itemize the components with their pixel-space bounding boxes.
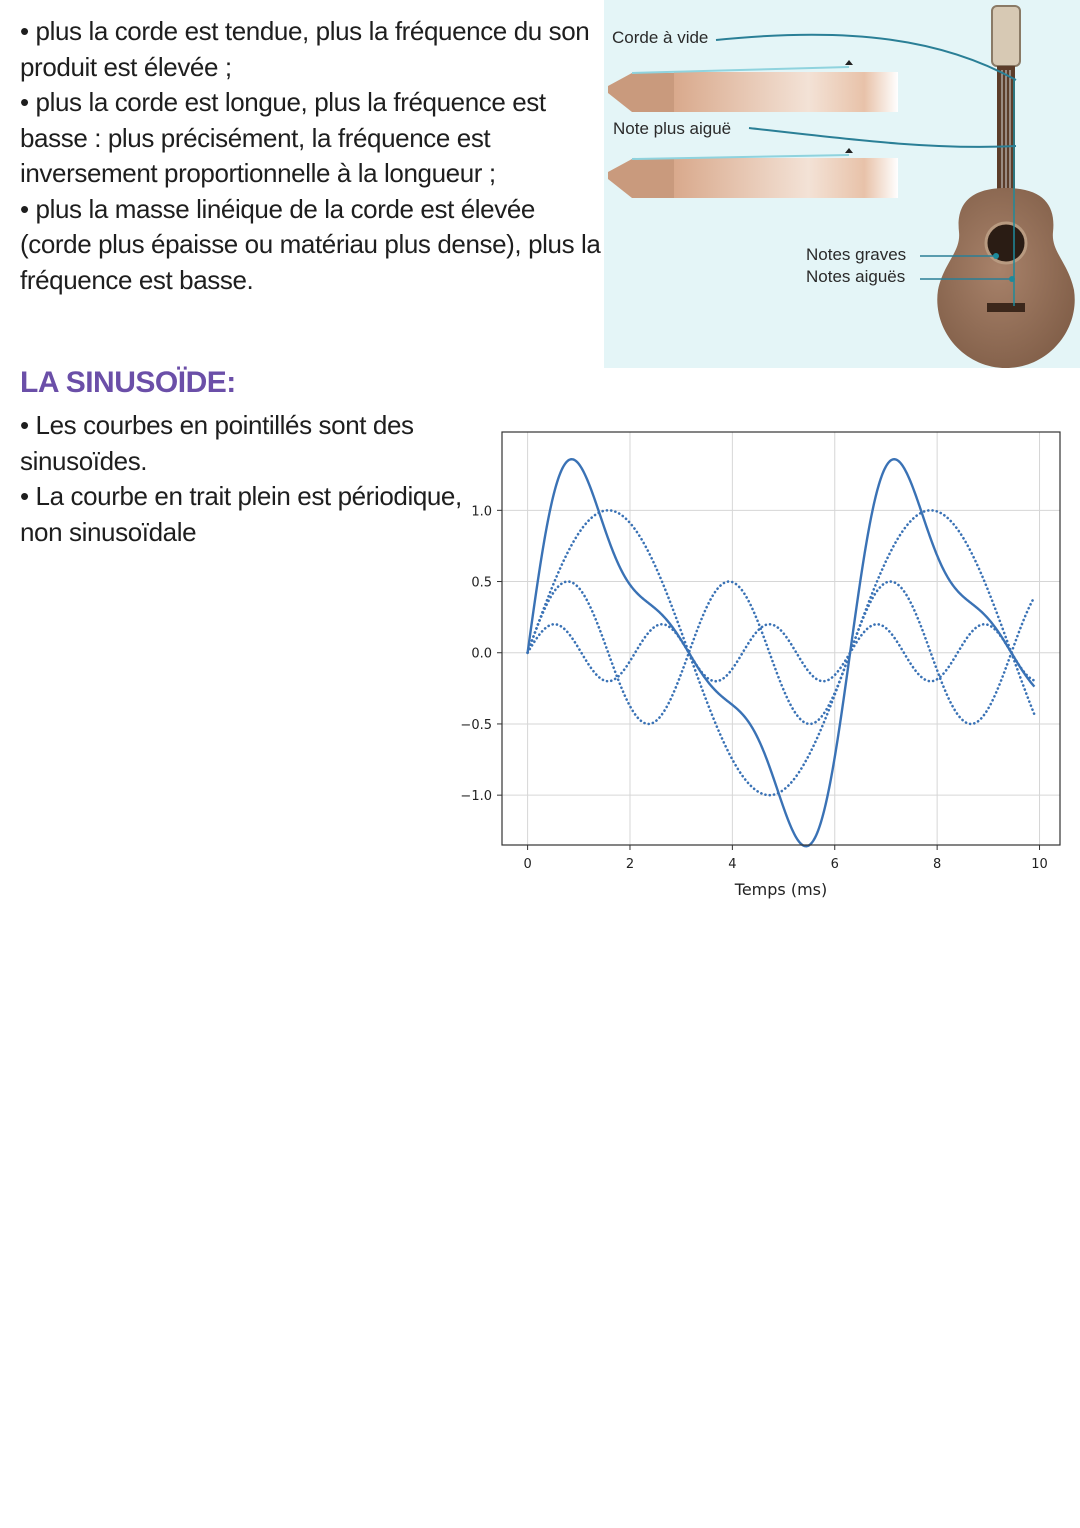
chart-ticks — [460, 504, 1047, 872]
y-tick-label: 1.0 — [471, 504, 492, 520]
bullet-tension: • plus la corde est tendue, plus la fréquence du son produit est élevée ; — [20, 16, 590, 82]
bullet-length: • plus la corde est longue, plus la fréquence est basse : plus précisément, la fréquence est inversement proportionnelle à la longueur ; — [20, 87, 546, 188]
sinusoid-line-dotted: • Les courbes en pointillés sont des sinusoïdes. — [20, 410, 414, 476]
waveform-chart — [450, 420, 1070, 900]
label-high-notes: Notes aiguës — [806, 267, 906, 286]
x-tick-label: 6 — [830, 857, 839, 872]
section-title-sinusoid: LA SINUSOÏDE: — [20, 366, 236, 399]
callout-line-higher — [749, 128, 1016, 147]
marker-low — [993, 253, 999, 259]
label-low-notes: Notes graves — [806, 245, 907, 264]
guitar-illustration — [604, 0, 1080, 368]
chart-frame — [502, 432, 1060, 845]
y-tick-label: 0.5 — [471, 575, 492, 591]
guitar-figure — [604, 0, 1080, 368]
label-open-string: Corde à vide — [612, 28, 709, 47]
neck-detail-open — [608, 60, 898, 112]
x-tick-label: 10 — [1031, 857, 1048, 872]
x-axis-label: Temps (ms) — [734, 880, 828, 899]
marker-high — [1009, 276, 1015, 282]
sinusoid-text — [20, 408, 490, 550]
y-tick-label: −1.0 — [460, 789, 492, 805]
x-tick-label: 2 — [625, 857, 635, 872]
y-tick-label: −0.5 — [460, 717, 492, 733]
y-tick-label: 0.0 — [471, 646, 492, 662]
physics-bullet-list — [20, 14, 610, 298]
x-tick-label: 4 — [728, 857, 737, 872]
x-tick-label: 0 — [523, 857, 532, 872]
label-higher-note: Note plus aiguë — [613, 119, 732, 138]
neck-detail-fretted — [608, 148, 898, 198]
chart-grid — [502, 432, 1060, 845]
sinusoid-line-solid: • La courbe en trait plein est périodique, non sinusoïdale — [20, 481, 462, 547]
guitar — [937, 6, 1074, 368]
bullet-linear-mass: • plus la masse linéique de la corde est élevée (corde plus épaisse ou matériau plus dense), plus la fréquence est basse. — [20, 193, 601, 295]
x-tick-label: 8 — [932, 857, 942, 872]
